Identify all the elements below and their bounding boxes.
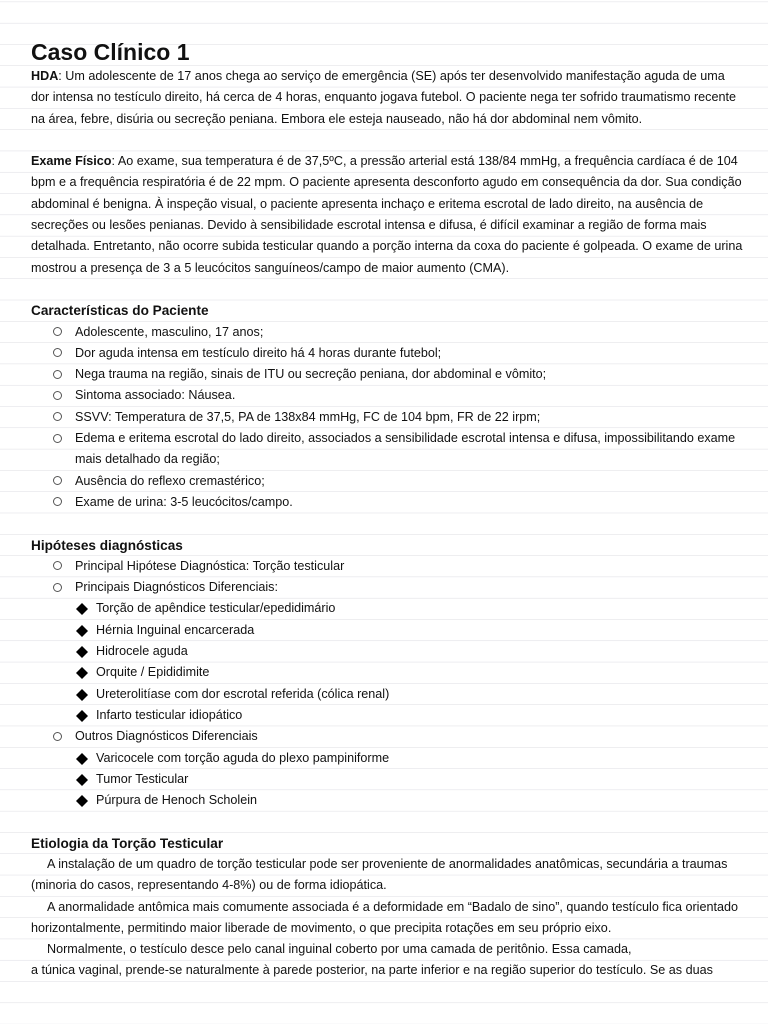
- exame-text: : Ao exame, sua temperatura é de 37,5ºC, a pressão arterial está 138/84 mmHg, a frequência cardíaca é de 104 bpm e a frequência respiratória é de 22 mpm. O paciente apresenta desconforto agudo em consequência da dor. Sua condição abdominal é benigna. À inspeção visual, o paciente apresenta inchaço e eritema escrotal de lado direito, na ausência de secreções ou lesões penianas. Devido à sensibilidade escrotal intensa e difusa, é difícil examinar a região de forma mais detalhada. Entretanto, não ocorre subida testicular quando a porção interna da coxa do paciente é golpeada. O exame de urina mostrou a presença de 3 a 5 leucócitos sanguíneos/campo de maior aumento (CMA).: [31, 154, 743, 275]
- list-item: [31, 726, 743, 747]
- list-item-text: Hérnia Inguinal encarcerada: [96, 622, 255, 637]
- sub-list-item: [31, 598, 743, 619]
- list-item-text: Outros Diagnósticos Diferenciais: [75, 729, 258, 744]
- circle-bullet-icon: [53, 348, 62, 357]
- diamond-bullet-icon: [76, 710, 88, 722]
- sub-list-item: [31, 769, 743, 790]
- circle-bullet-icon: [53, 412, 62, 421]
- list-item: [31, 428, 743, 471]
- spacer: [31, 811, 743, 832]
- hda-text: : Um adolescente de 17 anos chega ao serviço de emergência (SE) após ter desenvolvido manifestação aguda de uma dor intensa no testículo direito, há cerca de 4 horas, enquanto jogava futebol. O paciente nega ter sofrido traumatismo recente na área, febre, disúria ou secreção peniana. Embora ele esteja nauseado, não há dor abdominal nem vômito.: [31, 69, 736, 126]
- diamond-bullet-icon: [76, 667, 88, 679]
- list-item: [31, 577, 743, 598]
- spacer: [31, 130, 743, 151]
- list-item-text: Tumor Testicular: [96, 771, 189, 786]
- list-item: [31, 385, 743, 406]
- section-heading-hipoteses: Hipóteses diagnósticas: [31, 537, 183, 553]
- list-item: [31, 343, 743, 364]
- list-item-text: Sintoma associado: Náusea.: [75, 388, 236, 403]
- circle-bullet-icon: [53, 476, 62, 485]
- document-page: [31, 38, 743, 982]
- diamond-bullet-icon: [76, 689, 88, 701]
- list-item-text: Dor aguda intensa em testículo direito há 4 horas durante futebol;: [75, 345, 442, 360]
- diamond-bullet-icon: [76, 603, 88, 615]
- section-heading-etiologia: Etiologia da Torção Testicular: [31, 835, 224, 851]
- circle-bullet-icon: [53, 370, 62, 379]
- etiologia-paragraph-3: Normalmente, o testículo desce pelo canal inguinal coberto por uma camada de peritônio. Essa camada,: [47, 942, 632, 957]
- circle-bullet-icon: [53, 327, 62, 336]
- list-item-text: Púrpura de Henoch Scholein: [96, 793, 258, 808]
- list-item: [31, 492, 743, 513]
- diamond-bullet-icon: [76, 646, 88, 658]
- list-item-text: Infarto testicular idiopático: [96, 707, 243, 722]
- sub-list-item: [31, 684, 743, 705]
- list-item-text: Hidrocele aguda: [96, 644, 188, 659]
- exame-label: Exame Físico: [31, 154, 112, 169]
- diamond-bullet-icon: [76, 625, 88, 637]
- hda-label: HDA: [31, 69, 59, 83]
- list-item: [31, 556, 743, 577]
- sub-list-item: [31, 662, 743, 683]
- page-title: Caso Clínico 1: [31, 39, 190, 65]
- sub-list-item: [31, 641, 743, 662]
- circle-bullet-icon: [53, 583, 62, 592]
- sub-list-item: [31, 748, 743, 769]
- circle-bullet-icon: [53, 732, 62, 741]
- sub-list-item: [31, 705, 743, 726]
- sub-list-item: [31, 790, 743, 811]
- list-item-text: Adolescente, masculino, 17 anos;: [75, 324, 264, 339]
- circle-bullet-icon: [53, 434, 62, 443]
- circle-bullet-icon: [53, 497, 62, 506]
- section-heading-caracteristicas: Características do Paciente: [31, 303, 209, 319]
- list-item: [31, 471, 743, 492]
- list-item-text: Ausência do reflexo cremastérico;: [75, 473, 265, 488]
- etiologia-paragraph-1: A instalação de um quadro de torção testicular pode ser proveniente de anormalidades anatômicas, secundária a traumas (minoria do casos, representando 4-8%) ou de forma idiopática.: [31, 856, 728, 893]
- list-item-text: Principal Hipótese Diagnóstica: Torção testicular: [75, 558, 345, 573]
- list-item-text: Torção de apêndice testicular/epedidimário: [96, 601, 336, 616]
- etiologia-paragraph-3-continued: a túnica vaginal, prende-se naturalmente à parede posterior, na parte inferior e na região superior do testículo. Se as duas: [31, 963, 713, 978]
- list-item-text: Nega trauma na região, sinais de ITU ou secreção peniana, dor abdominal e vômito;: [75, 367, 547, 382]
- diamond-bullet-icon: [76, 774, 88, 786]
- diamond-bullet-icon: [76, 795, 88, 807]
- hipoteses-list: [31, 556, 743, 812]
- exame-paragraph: [31, 151, 743, 279]
- list-item-text: Exame de urina: 3-5 leucócitos/campo.: [75, 494, 293, 509]
- circle-bullet-icon: [53, 561, 62, 570]
- list-item-text: Orquite / Epididimite: [96, 665, 210, 680]
- list-item-text: Principais Diagnósticos Diferenciais:: [75, 580, 278, 595]
- circle-bullet-icon: [53, 391, 62, 400]
- list-item: [31, 364, 743, 385]
- spacer: [31, 513, 743, 534]
- list-item-text: SSVV: Temperatura de 37,5, PA de 138x84 mmHg, FC de 104 bpm, FR de 22 irpm;: [75, 409, 541, 424]
- list-item: [31, 322, 743, 343]
- diamond-bullet-icon: [76, 753, 88, 765]
- list-item: [31, 407, 743, 428]
- etiologia-paragraph-2: A anormalidade antômica mais comumente associada é a deformidade em “Badalo de sino”, quando testículo fica orientado horizontalmente, permitindo maior liberade de movimento, o que precipita rotações em seu próprio eixo.: [31, 899, 738, 935]
- caracteristicas-list: [31, 322, 743, 514]
- list-item-text: Edema e eritema escrotal do lado direito, associados a sensibilidade escrotal intensa e difusa, impossibilitando exame mais detalhado da região;: [75, 431, 736, 467]
- spacer: [31, 279, 743, 300]
- sub-list-item: [31, 620, 743, 641]
- hda-paragraph: [31, 66, 743, 130]
- list-item-text: Varicocele com torção aguda do plexo pampiniforme: [96, 750, 390, 765]
- list-item-text: Ureterolitíase com dor escrotal referida (cólica renal): [96, 686, 390, 701]
